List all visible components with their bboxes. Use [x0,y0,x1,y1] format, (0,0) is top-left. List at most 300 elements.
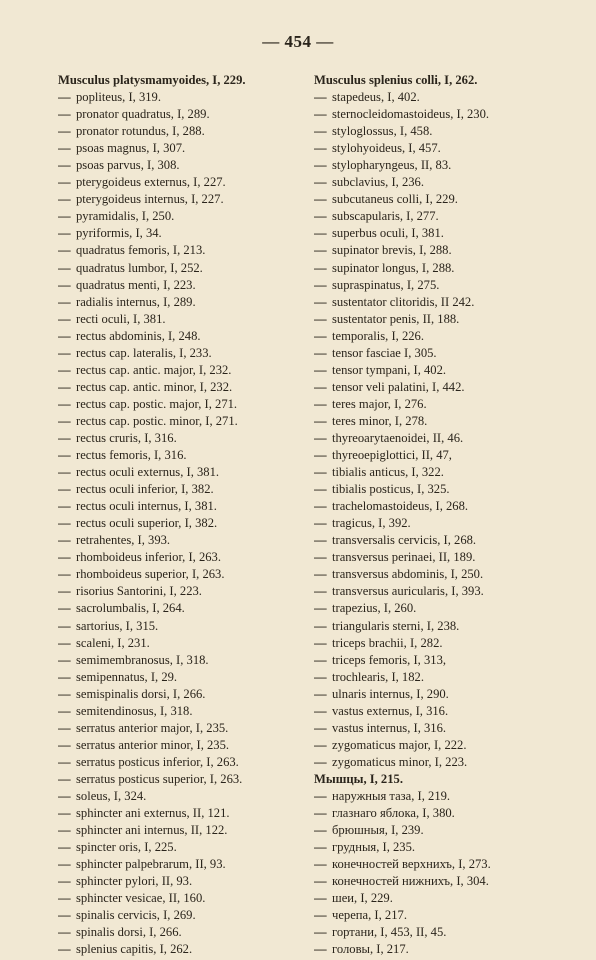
entry-dash: — [58,277,71,292]
entry-text: semipennatus, I, 29. [76,669,178,684]
index-entry [314,839,586,856]
index-entry [314,890,586,907]
index-entry [58,498,316,515]
entry-dash: — [314,806,327,821]
entry-text: splenius capitis, I, 262. [76,942,193,957]
entry-dash: — [58,175,71,190]
entry-text: rectus cap. lateralis, I, 233. [76,345,212,360]
entry-dash: — [314,294,327,309]
index-entry [314,873,586,890]
index-entry [314,362,586,379]
index-entry [58,174,316,191]
index-entry [58,396,316,413]
entry-text: pyramidalis, I, 250. [76,209,175,224]
index-entry [58,140,316,157]
entry-dash: — [314,942,327,957]
entry-dash: — [58,465,71,480]
entry-text: rectus cap. antic. minor, I, 232. [76,379,233,394]
index-entry [58,856,316,873]
index-entry [314,856,586,873]
entry-dash: — [314,209,327,224]
entry-dash: — [58,158,71,173]
index-entry [314,686,586,703]
index-entry [314,72,586,89]
index-entry [58,532,316,549]
entry-dash: — [58,379,71,394]
index-entry [314,754,586,771]
index-entry [58,618,316,635]
entry-text: semitendinosus, I, 318. [76,703,193,718]
entry-dash: — [58,226,71,241]
entry-dash: — [314,516,327,531]
entry-text: Musculus splenius colli, I, 262. [314,73,478,87]
index-entry [58,737,316,754]
entry-text: pronator rotundus, I, 288. [76,124,205,139]
entry-text: pterygoideus internus, I, 227. [76,192,224,207]
index-entry [58,260,316,277]
index-entry [58,788,316,805]
index-entry [58,635,316,652]
index-entry [58,447,316,464]
index-entry [314,771,586,788]
entry-dash: — [58,840,71,855]
entry-text: serratus posticus superior, I, 263. [76,771,243,786]
entry-text: subcutaneus colli, I, 229. [332,192,458,207]
entry-text: rectus cap. antic. major, I, 232. [76,362,232,377]
entry-text: rectus oculi inferior, I, 382. [76,482,214,497]
index-entry [314,788,586,805]
index-entry [314,396,586,413]
entry-dash: — [314,669,327,684]
entry-dash: — [58,499,71,514]
entry-dash: — [314,107,327,122]
entry-dash: — [314,243,327,258]
entry-text: sphincter palpebrarum, II, 93. [76,857,226,872]
entry-dash: — [58,107,71,122]
entry-text: temporalis, I, 226. [332,328,424,343]
entry-dash: — [58,686,71,701]
index-entry [314,260,586,277]
entry-text: шеи, I, 229. [332,891,393,906]
index-entry [58,277,316,294]
entry-dash: — [314,141,327,156]
entry-text: rhomboideus superior, I, 263. [76,567,225,582]
entry-text: vastus internus, I, 316. [332,720,447,735]
index-entry [58,242,316,259]
entry-dash: — [58,311,71,326]
entry-text: retrahentes, I, 393. [76,533,171,548]
index-entry [58,430,316,447]
entry-dash: — [58,550,71,565]
index-entry [58,413,316,430]
index-entry [314,430,586,447]
entry-text: pronator quadratus, I, 289. [76,107,210,122]
entry-text: supinator longus, I, 288. [332,260,455,275]
index-entry [314,447,586,464]
entry-text: rectus cap. postic. major, I, 271. [76,396,238,411]
entry-dash: — [58,345,71,360]
index-entry [314,413,586,430]
entry-dash: — [314,567,327,582]
entry-dash: — [58,635,71,650]
entry-text: rectus oculi externus, I, 381. [76,465,220,480]
entry-text: supinator brevis, I, 288. [332,243,452,258]
index-entry [58,805,316,822]
index-entry [314,225,586,242]
index-entry [58,703,316,720]
entry-text: transversus perinaei, II, 189. [332,550,476,565]
entry-dash: — [58,754,71,769]
index-entry [314,242,586,259]
index-entry [58,345,316,362]
entry-text: rectus oculi internus, I, 381. [76,499,217,514]
entry-dash: — [58,925,71,940]
entry-text: rectus abdominis, I, 248. [76,328,201,343]
index-entry [58,106,316,123]
entry-dash: — [314,430,327,445]
index-entry [58,225,316,242]
entry-text: spinalis cervicis, I, 269. [76,908,196,923]
entry-dash: — [58,703,71,718]
page-number: — 454 — [262,32,334,51]
entry-text: sustentator penis, II, 188. [332,311,460,326]
index-entry [314,532,586,549]
entry-dash: — [58,124,71,139]
index-entry [314,379,586,396]
entry-dash: — [58,567,71,582]
entry-dash: — [314,788,327,803]
entry-dash: — [58,328,71,343]
entry-text: supraspinatus, I, 275. [332,277,440,292]
entry-text: rhomboideus inferior, I, 263. [76,550,221,565]
entry-text: transversus abdominis, I, 250. [332,567,484,582]
entry-text: tensor veli palatini, I, 442. [332,379,465,394]
entry-text: sphincter vesicae, II, 160. [76,891,206,906]
entry-text: sternocleidomastoideus, I, 230. [332,107,490,122]
entry-dash: — [58,243,71,258]
index-entry [314,208,586,225]
entry-text: semimembranosus, I, 318. [76,652,209,667]
entry-text: tibialis posticus, I, 325. [332,482,450,497]
index-entry [58,362,316,379]
entry-text: serratus anterior major, I, 235. [76,720,229,735]
index-entry [58,208,316,225]
entry-dash: — [58,396,71,411]
entry-text: scaleni, I, 231. [76,635,150,650]
entry-dash: — [58,362,71,377]
index-entry [58,583,316,600]
entry-dash: — [314,345,327,360]
entry-text: spincter oris, I, 225. [76,840,177,855]
entry-dash: — [314,737,327,752]
entry-dash: — [314,601,327,616]
index-entry [314,549,586,566]
index-entry [314,123,586,140]
entry-text: zygomaticus minor, I, 223. [332,754,468,769]
entry-dash: — [58,618,71,633]
entry-text: stapedeus, I, 402. [332,90,420,105]
entry-text: thyreoepiglottici, II, 47, [332,448,452,463]
entry-dash: — [58,413,71,428]
entry-dash: — [58,294,71,309]
index-entry [314,805,586,822]
entry-dash: — [314,226,327,241]
entry-text: rectus oculi superior, I, 382. [76,516,218,531]
entry-dash: — [314,90,327,105]
entry-dash: — [314,652,327,667]
entry-dash: — [314,124,327,139]
entry-text: teres major, I, 276. [332,396,427,411]
index-entry [314,635,586,652]
entry-text: tensor tympani, I, 402. [332,362,447,377]
entry-text: spinalis dorsi, I, 266. [76,925,182,940]
index-entry [314,106,586,123]
entry-dash: — [314,499,327,514]
entry-text: vastus externus, I, 316. [332,703,449,718]
index-column-left [58,72,316,958]
entry-text: sartorius, I, 315. [76,618,159,633]
index-entry [314,822,586,839]
entry-dash: — [314,158,327,173]
index-entry [314,89,586,106]
entry-dash: — [58,652,71,667]
index-entry [314,191,586,208]
index-entry [58,839,316,856]
entry-text: quadratus femoris, I, 213. [76,243,206,258]
entry-dash: — [58,90,71,105]
entry-text: semispinalis dorsi, I, 266. [76,686,206,701]
entry-dash: — [58,857,71,872]
entry-dash: — [58,874,71,889]
entry-dash: — [314,754,327,769]
entry-text: trapezius, I, 260. [332,601,417,616]
entry-dash: — [314,328,327,343]
index-entry [58,822,316,839]
entry-dash: — [314,840,327,855]
index-entry [314,481,586,498]
entry-text: superbus oculi, I, 381. [332,226,444,241]
index-entry [314,294,586,311]
entry-dash: — [314,396,327,411]
entry-dash: — [58,788,71,803]
entry-dash: — [314,413,327,428]
entry-dash: — [314,891,327,906]
index-entry [58,89,316,106]
index-entry [58,873,316,890]
entry-text: quadratus menti, I, 223. [76,277,196,292]
entry-text: soleus, I, 324. [76,788,147,803]
entry-dash: — [58,771,71,786]
entry-text: transversus auricularis, I, 393. [332,584,484,599]
entry-dash: — [58,891,71,906]
entry-dash: — [314,533,327,548]
index-entry [314,600,586,617]
index-entry [58,600,316,617]
entry-text: trochlearis, I, 182. [332,669,424,684]
entry-dash: — [58,720,71,735]
entry-text: грудныя, I, 235. [332,840,416,855]
index-entry [314,583,586,600]
entry-dash: — [58,584,71,599]
entry-text: конечностей верхнихъ, I, 273. [332,857,491,872]
entry-text: transversalis cervicis, I, 268. [332,533,477,548]
index-entry [58,157,316,174]
index-entry [314,277,586,294]
index-entry [58,754,316,771]
index-entry [314,907,586,924]
entry-text: tensor fasciae I, 305. [332,345,437,360]
index-entry [314,464,586,481]
entry-text: quadratus lumbor, I, 252. [76,260,203,275]
index-entry [314,345,586,362]
index-entry [58,720,316,737]
entry-text: thyreoarytaenoidei, II, 46. [332,430,464,445]
index-entry [58,669,316,686]
index-entry [314,703,586,720]
entry-dash: — [314,379,327,394]
entry-text: stylopharyngeus, II, 83. [332,158,452,173]
entry-text: sphincter ani externus, II, 121. [76,806,230,821]
index-entry [314,669,586,686]
index-entry [58,515,316,532]
entry-dash: — [314,925,327,940]
entry-text: radialis internus, I, 289. [76,294,196,309]
index-entry [314,498,586,515]
index-entry [58,924,316,941]
index-entry [314,515,586,532]
entry-text: rectus cruris, I, 316. [76,430,177,445]
entry-dash: — [58,942,71,957]
entry-text: pterygoideus externus, I, 227. [76,175,226,190]
entry-text: stylohyoideus, I, 457. [332,141,441,156]
entry-dash: — [314,686,327,701]
index-entry [58,907,316,924]
entry-text: triceps femoris, I, 313, [332,652,447,667]
entry-dash: — [58,516,71,531]
entry-text: sphincter pylori, II, 93. [76,874,193,889]
entry-dash: — [58,806,71,821]
index-entry [58,311,316,328]
entry-dash: — [314,874,327,889]
index-entry [314,720,586,737]
index-column-right [314,72,586,958]
index-entry [314,737,586,754]
index-entry [58,294,316,311]
entry-text: sacrolumbalis, I, 264. [76,601,185,616]
index-entry [58,941,316,958]
entry-dash: — [314,618,327,633]
index-entry [58,123,316,140]
index-entry [58,328,316,345]
entry-dash: — [58,482,71,497]
entry-dash: — [314,277,327,292]
entry-text: наружныя таза, I, 219. [332,788,451,803]
index-entry [314,924,586,941]
entry-text: triceps brachii, I, 282. [332,635,443,650]
entry-dash: — [314,311,327,326]
entry-text: serratus anterior minor, I, 235. [76,737,230,752]
entry-dash: — [314,448,327,463]
entry-text: styloglossus, I, 458. [332,124,433,139]
entry-dash: — [314,857,327,872]
index-entry [58,379,316,396]
index-entry [58,686,316,703]
entry-dash: — [58,448,71,463]
entry-dash: — [58,430,71,445]
index-entry [314,140,586,157]
entry-dash: — [58,737,71,752]
entry-text: psoas parvus, I, 308. [76,158,180,173]
entry-dash: — [58,209,71,224]
entry-dash: — [314,908,327,923]
entry-dash: — [314,550,327,565]
entry-text: subscapularis, I, 277. [332,209,439,224]
entry-text: recti oculi, I, 381. [76,311,166,326]
index-entry [58,549,316,566]
entry-dash: — [314,192,327,207]
index-entry [58,771,316,788]
entry-text: risorius Santorini, I, 223. [76,584,202,599]
entry-dash: — [314,584,327,599]
index-entry [314,328,586,345]
entry-text: rectus cap. postic. minor, I, 271. [76,413,238,428]
entry-text: psoas magnus, I, 307. [76,141,186,156]
entry-text: triangularis sterni, I, 238. [332,618,460,633]
entry-dash: — [58,908,71,923]
index-entry [314,618,586,635]
entry-dash: — [314,635,327,650]
entry-dash: — [314,823,327,838]
index-entry [314,157,586,174]
entry-text: subclavius, I, 236. [332,175,424,190]
entry-text: глазнаго яблока, I, 380. [332,806,455,821]
index-entry [314,174,586,191]
entry-text: teres minor, I, 278. [332,413,428,428]
entry-text: головы, I, 217. [332,942,409,957]
entry-dash: — [314,482,327,497]
entry-text: брюшныя, I, 239. [332,823,424,838]
entry-dash: — [58,533,71,548]
index-entry [58,464,316,481]
entry-text: гортани, I, 453, II, 45. [332,925,447,940]
index-entry [58,890,316,907]
entry-dash: — [314,703,327,718]
entry-text: черепа, I, 217. [332,908,407,923]
entry-text: Мышцы, I, 215. [314,771,403,786]
entry-text: sustentator clitoridis, II 242. [332,294,475,309]
entry-text: tragicus, I, 392. [332,516,411,531]
entry-dash: — [58,192,71,207]
index-entry [58,72,316,89]
entry-text: serratus posticus inferior, I, 263. [76,754,239,769]
entry-dash: — [314,720,327,735]
entry-text: sphincter ani internus, II, 122. [76,823,228,838]
index-entry [314,652,586,669]
index-entry [58,191,316,208]
index-entry [314,311,586,328]
entry-text: Musculus platysmamyoides, I, 229. [58,73,246,87]
index-entry [58,481,316,498]
index-entry [314,566,586,583]
entry-text: pyriformis, I, 34. [76,226,162,241]
entry-dash: — [314,175,327,190]
entry-dash: — [58,823,71,838]
entry-dash: — [314,362,327,377]
entry-text: trachelomastoideus, I, 268. [332,499,469,514]
entry-text: popliteus, I, 319. [76,90,162,105]
entry-dash: — [58,141,71,156]
entry-text: tibialis anticus, I, 322. [332,465,444,480]
